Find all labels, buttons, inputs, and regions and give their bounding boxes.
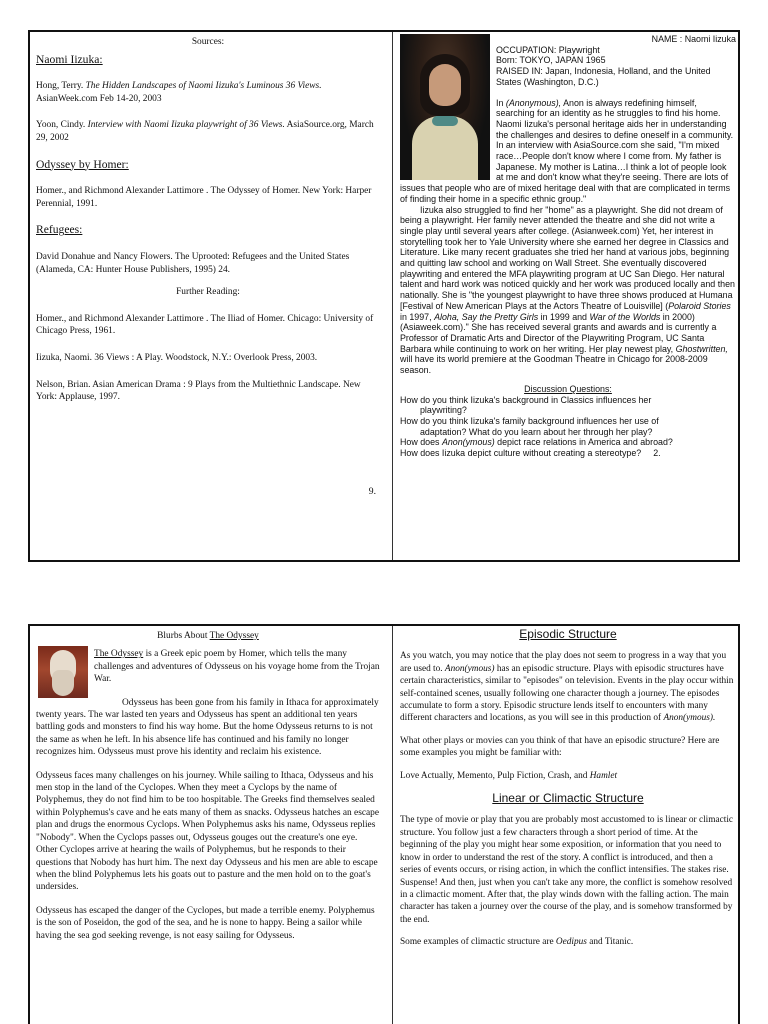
author-photo [400,34,490,180]
reference-iizuka-36-views: Iizuka, Naomi. 36 Views : A Play. Woodstock, N.Y.: Overlook Press, 2003. [36,352,318,363]
top-sheet [28,30,740,562]
question-1-cont: playwriting? [420,405,467,416]
question-1: How do you think Iizuka's background in Classics influences her [400,394,652,405]
section-heading-refugees: Refugees: [36,223,83,237]
page-number-left: 9. [368,486,376,497]
bio-column [400,34,736,562]
bio-paragraph-1: In (Anonymous), Anon is always redefining himself, searching for an identity as he struggles to find his home. Naomi Iizuka's personal heritage aids her in understanding the challenges and desires to define oneself in a community. In an interview with AsiaSource.com she said, "I'm mixed race…People don't know where I come from. My father is Japanese. My mother is Latina…I think a lot of people look at me and don't know what they're seeing. There are lots of issues that people who are of mixed heritage deal with that are complicated in terms of finding their home in a specific ethnic group." [400,97,734,204]
episodic-paragraph: As you watch, you may notice that the play does not seem to progress in a way that you are used to. Anon(ymous) has an episodic structure. Plays with episodic structures have certain characteristics, similar to "episodes" on television. Events in the play occur within self-contained scenes, usually following one character though a journey. The episodes accumulate to form a story. Episodic structure lends itself to encounters with many different characters and locations, as you will see in this production of Anon(ymous). [400,651,734,724]
name-line: NAME : Naomi Iizuka [651,34,736,44]
linear-paragraph: The type of movie or play that you are probably most accustomed to is linear or climactic structure. You follow just a few characters through a short period of time. At the beginning of the play you might hear some exposition, or information that you need to know in order to understand the rest of the story. A conflict is introduced, and then a series of events occurs, or rising action, in which the conflict intensifies. The stakes rise. Suspense! And then, just when you can't take any more, the conflict is somehow resolved in a climactic moment. After that, the play winds down with the falling action. The main character has taken a journey over the course of the play, and is somehow transformed by the end. [400,815,734,925]
odyssey-paragraph-2: Odysseus has been gone from his family in Ithaca for approximately twenty years. The war lasted ten years and Odysseus has spent an additional ten years battling gods and monsters to find his way home. But the home Odysseus returns to is not the same as when he left. In his absence life has continued and his family no longer recognizes him. Odysseus must prove his identity and reclaim his existence. [36,697,379,758]
episodic-structure-heading: Episodic Structure [519,628,617,641]
occupation-line: OCCUPATION: Playwright [496,44,600,55]
structure-column [400,628,736,1024]
discussion-questions-heading: Discussion Questions: [524,383,612,394]
odyssey-column [36,630,380,1024]
odyssey-paragraph-4: Odysseus has escaped the danger of the Cyclopes, but made a terrible enemy. Polyphemus is the son of Poseidon, the god of the sea, and he is none to happy. Being a sailor while having the sea god seeking revenge, is not easy sailing for Odysseus. [36,905,375,941]
section-heading-iizuka: Naomi Iizuka: [36,52,103,66]
reference-nelson: Nelson, Brian. Asian American Drama : 9 Plays from the Multiethnic Landscape. New York: Applause, 1997. [36,379,361,403]
question-4: How does Iizuka depict culture without creating a stereotype? 2. [400,448,661,459]
bio-paragraph-2: Iizuka also struggled to find her "home" as a playwright. She did not dream of being a playwright. Her family never attended the theatre and she did not write a single play until several years after college. (Asianweek.com) Yet, her interest in storytelling took her to Yale University where she earned her degree in Classics and Literature. Like many recent graduates she tried her hand at various jobs, beginning and quitting law school and working on Wall Street. She eventually discovered playwriting and entered the MFA playwriting program at UC San Diego. Her natural talent and hard work was noticed quickly and her work was produced locally and then nationally. She is "the youngest playwright to have three shows produced at Humana [Festival of New American Plays at the Actors Theatre of Louisville] (Polaroid Stories in 1997, Aloha, Say the Pretty Girls in 1999 and War of the Worlds in 2000) (Asiaweek.com)." She has received several grants and awards and is currently a Professor of Dramatic Arts and Director of the Playwriting Program, UC Santa Barbara while continuing to work on her writing. Her play newest play, Ghostwritten, will have its world premiere at the Goodman Theatre in Chicago for 2008-2009 season. [400,204,735,376]
climactic-examples: Some examples of climactic structure are Oedipus and Titanic. [400,937,634,948]
column-divider [392,32,393,560]
section-heading-odyssey: Odyssey by Homer: [36,157,129,171]
blurbs-header: Blurbs About The Odyssey [157,631,259,641]
further-reading-heading: Further Reading: [176,287,240,298]
page-number-right: 2. [653,448,661,459]
reference-donahue: David Donahue and Nancy Flowers. The Uprooted: Refugees and the United States (Alameda, CA: Hunter House Publishers, 1995) 24. [36,251,350,275]
born-line: Born: TOKYO, JAPAN 1965 [496,55,606,66]
question-3: How does Anon(ymous) depict race relations in America and abroad? [400,437,673,448]
odyssey-paragraph-3: Odysseus faces many challenges on his journey. While sailing to Ithaca, Odysseus and his men stop in the land of the Cyclopes. When they meet a Cyclops by the name of Polyphemus, they do not find him to be too hospitable. The Greeks find themselves sealed within Polyphemus's cave and he eats many of them as snacks. Odysseus hatches an escape plan and drugs the enormous Cyclops. When Polyphemus asks his name, Odysseus replies "Nobody". When the Cyclops passes out, Odysseus gouges out the creature's one eye. Other Cyclopes arrive at hearing the wails of Polyphemus, but he responds to their questions that Nobody has hurt him. The next day Odysseus and his men are able to escape when the blind Polyphemus lets his goats out to pasture and the men hold on to the goat's undersides. [36,770,380,893]
homer-bust-image [38,646,88,698]
linear-structure-heading: Linear or Climactic Structure [492,791,644,806]
odyssey-intro: The Odyssey is a Greek epic poem by Homer, which tells the many challenges and adventures of Odysseus on his voyage home from the Trojan War. [94,649,380,685]
episodic-examples: Love Actually, Memento, Pulp Fiction, Crash, and Hamlet [400,770,618,781]
reference-iliad: Homer., and Richmond Alexander Lattimore . The Iliad of Homer. Chicago: University of Chicago Press, 1961. [36,313,374,337]
raised-line: RAISED IN: Japan, Indonesia, Holland, and the United States (Washington, D.C.) [496,66,711,87]
reference-hong: Hong, Terry. The Hidden Landscapes of Naomi Iizuka's Luminous 36 Views. AsianWeek.com Feb 14-20, 2003 [36,81,322,104]
bottom-sheet [28,624,740,1024]
column-divider-bottom [392,626,393,1024]
question-2-cont: adaptation? What do you learn about her through her play? [420,426,653,437]
sources-header: Sources: [191,37,225,47]
question-2: How do you think Iizuka's family background influences her use of [400,415,659,426]
episodic-question: What other plays or movies can you think of that have an episodic structure? Here are some examples you might be familiar with: [400,735,720,759]
reference-odyssey: Homer., and Richmond Alexander Lattimore . The Odyssey of Homer. New York: Harper Perennial, 1991. [36,186,372,209]
reference-yoon: Yoon, Cindy. Interview with Naomi Iizuka playwright of 36 Views. AsiaSource.org, March 29, 2002 [36,120,374,143]
sources-column [36,36,380,556]
